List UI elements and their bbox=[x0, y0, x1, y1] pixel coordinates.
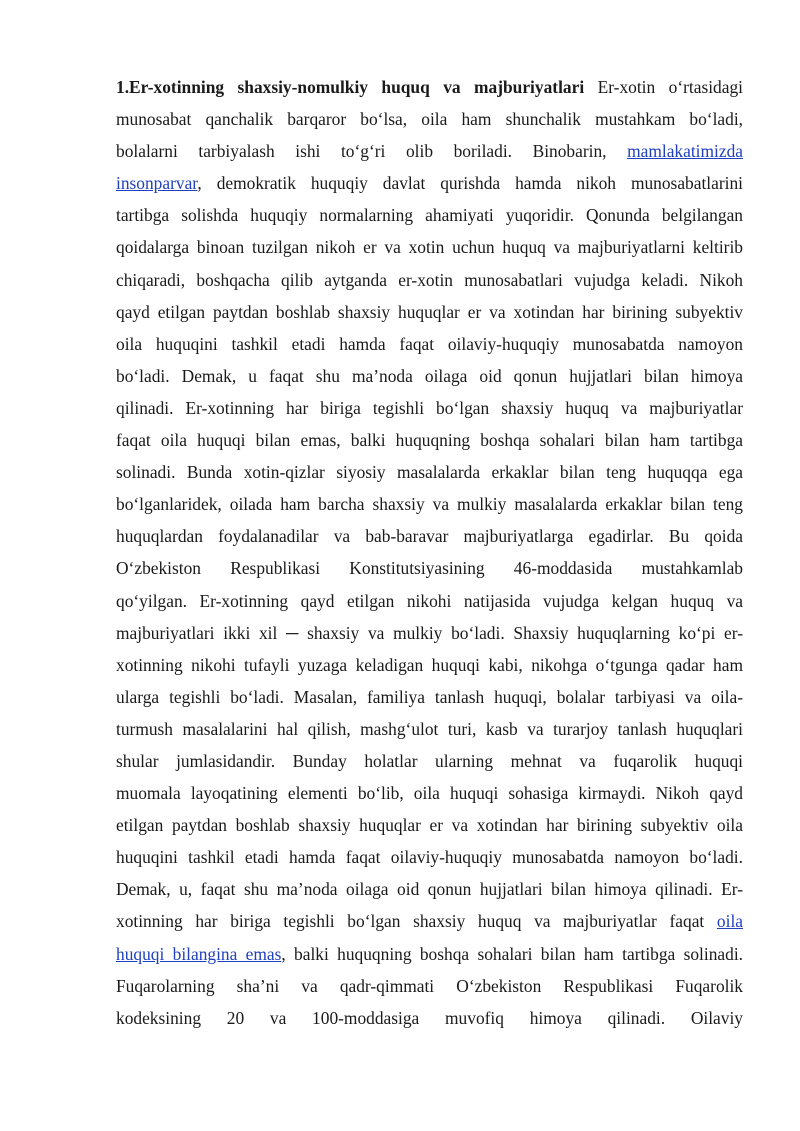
text-span: muomala layoqatining elementi bo‘lib, oila huquqi sohasiga kirmaydi. Nikoh qayd bbox=[116, 783, 743, 804]
text-span: faqat oila huquqi bilan emas, balki huquqning boshqa sohalari bilan ham tartibga bbox=[116, 430, 743, 451]
text-line bbox=[116, 520, 743, 552]
text-line bbox=[116, 938, 743, 970]
text-span: shular jumlasidandir. Bunday holatlar ularning mehnat va fuqarolik huquqi bbox=[116, 750, 743, 771]
text-span: qilinadi. Er-xotinning har biriga tegishli bo‘lgan shaxsiy huquq va majburiyatlar bbox=[116, 397, 743, 418]
text-span: etilgan paytdan boshlab shaxsiy huquqlar er va xotindan har birining subyektiv oila bbox=[116, 815, 743, 836]
text-span: bolalarni tarbiyalash ishi to‘g‘ri olib boriladi. Binobarin, bbox=[116, 141, 628, 162]
text-span: turmush masalalarini hal qilish, mashg‘ulot turi, kasb va turarjoy tanlash huquqlari bbox=[116, 718, 743, 739]
text-span: solinadi. Bunda xotin-qizlar siyosiy masalalarda erkaklar bilan teng huquqqa ega bbox=[116, 462, 743, 483]
text-line bbox=[116, 585, 743, 617]
text-line bbox=[116, 777, 743, 809]
text-span: oila huquqini tashkil etadi hamda faqat oilaviy-huquqiy munosabatda namoyon bbox=[116, 333, 743, 354]
text-line bbox=[116, 488, 743, 520]
text-link[interactable]: oila bbox=[716, 911, 743, 932]
text-line bbox=[116, 841, 743, 873]
text-line bbox=[116, 905, 743, 937]
body-text bbox=[116, 71, 743, 1034]
text-line bbox=[116, 392, 743, 424]
text-span: tartibga solishda huquqiy normalarning ahamiyati yuqoridir. Qonunda belgilangan bbox=[116, 205, 743, 226]
text-line bbox=[116, 745, 743, 777]
text-line bbox=[116, 424, 743, 456]
text-line bbox=[116, 1002, 743, 1034]
text-span: , demokratik huquqiy davlat qurishda hamda nikoh munosabatlarini bbox=[197, 173, 743, 194]
text-span: munosabat qanchalik barqaror bo‘lsa, oila ham shunchalik mustahkam bo‘ladi, bbox=[116, 109, 743, 130]
text-line bbox=[116, 199, 743, 231]
text-span: qo‘yilgan. Er-xotinning qayd etilgan nikohi natijasida vujudga kelgan huquq va bbox=[116, 590, 743, 611]
text-span: majburiyatlari ikki xil ─ shaxsiy va mulkiy bo‘ladi. Shaxsiy huquqlarning ko‘pi er- bbox=[116, 622, 743, 643]
text-span: xotinning har biriga tegishli bo‘lgan shaxsiy huquq va majburiyatlar faqat bbox=[116, 911, 717, 932]
text-line bbox=[116, 296, 743, 328]
text-span: huquqini tashkil etadi hamda faqat oilaviy-huquqiy munosabatda namoyon bo‘ladi. bbox=[116, 847, 743, 868]
text-link[interactable]: mamlakatimizda bbox=[627, 141, 743, 162]
text-line bbox=[116, 456, 743, 488]
text-line bbox=[116, 135, 743, 167]
text-line bbox=[116, 681, 743, 713]
text-span: O‘zbekiston Respublikasi Konstitutsiyasining 46-moddasida mustahkamlab bbox=[116, 558, 743, 579]
text-span: qayd etilgan paytdan boshlab shaxsiy huquqlar er va xotindan har birining subyektiv bbox=[116, 301, 743, 322]
text-span: chiqaradi, boshqacha qilib aytganda er-xotin munosabatlari vujudga keladi. Nikoh bbox=[116, 269, 743, 290]
text-line bbox=[116, 809, 743, 841]
text-line bbox=[116, 167, 743, 199]
text-link[interactable]: insonparvar bbox=[116, 173, 198, 194]
text-link[interactable]: huquqi bilangina emas bbox=[116, 943, 282, 964]
text-span: ularga tegishli bo‘ladi. Masalan, familiya tanlash huquqi, bolalar tarbiyasi va oila- bbox=[116, 686, 743, 707]
text-span: , balki huquqning boshqa sohalari bilan ham tartibga solinadi. bbox=[281, 943, 743, 964]
text-line bbox=[116, 103, 743, 135]
section-heading: Er-xotinning shaxsiy-nomulkiy huquq va majburiyatlari bbox=[129, 77, 585, 97]
text-span: kodeksining 20 va 100-moddasiga muvofiq himoya qilinadi. Oilaviy bbox=[116, 1007, 743, 1028]
text-span: huquqlardan foydalanadilar va bab-baravar majburiyatlarga egadirlar. Bu qoida bbox=[116, 526, 743, 547]
text-span: bo‘ladi. Demak, u faqat shu ma’noda oilaga oid qonun hujjatlari bilan himoya bbox=[116, 365, 743, 386]
text-span: qoidalarga binoan tuzilgan nikoh er va xotin uchun huquq va majburiyatlarni keltirib bbox=[116, 237, 743, 258]
text-line bbox=[116, 328, 743, 360]
text-span: Demak, u, faqat shu ma’noda oilaga oid qonun hujjatlari bilan himoya qilinadi. Er- bbox=[116, 879, 743, 900]
text-line bbox=[116, 649, 743, 681]
text-span: Fuqarolarning sha’ni va qadr-qimmati O‘zbekiston Respublikasi Fuqarolik bbox=[116, 975, 743, 996]
text-span: bo‘lganlaridek, oilada ham barcha shaxsiy va mulkiy masalalarda erkaklar bilan teng bbox=[116, 494, 743, 515]
text-line bbox=[116, 617, 743, 649]
text-line bbox=[116, 552, 743, 584]
text-span: xotinning nikohi tufayli yuzaga keladigan huquqi kabi, nikohga o‘tgunga qadar ham bbox=[116, 654, 743, 675]
section-number: 1. bbox=[116, 77, 130, 97]
text-line bbox=[116, 713, 743, 745]
text-line bbox=[116, 360, 743, 392]
text-line bbox=[116, 970, 743, 1002]
text-line bbox=[116, 264, 743, 296]
text-line bbox=[116, 873, 743, 905]
text-line bbox=[116, 71, 743, 103]
text-line bbox=[116, 231, 743, 263]
text-span: Er-xotin o‘rtasidagi bbox=[584, 77, 743, 97]
